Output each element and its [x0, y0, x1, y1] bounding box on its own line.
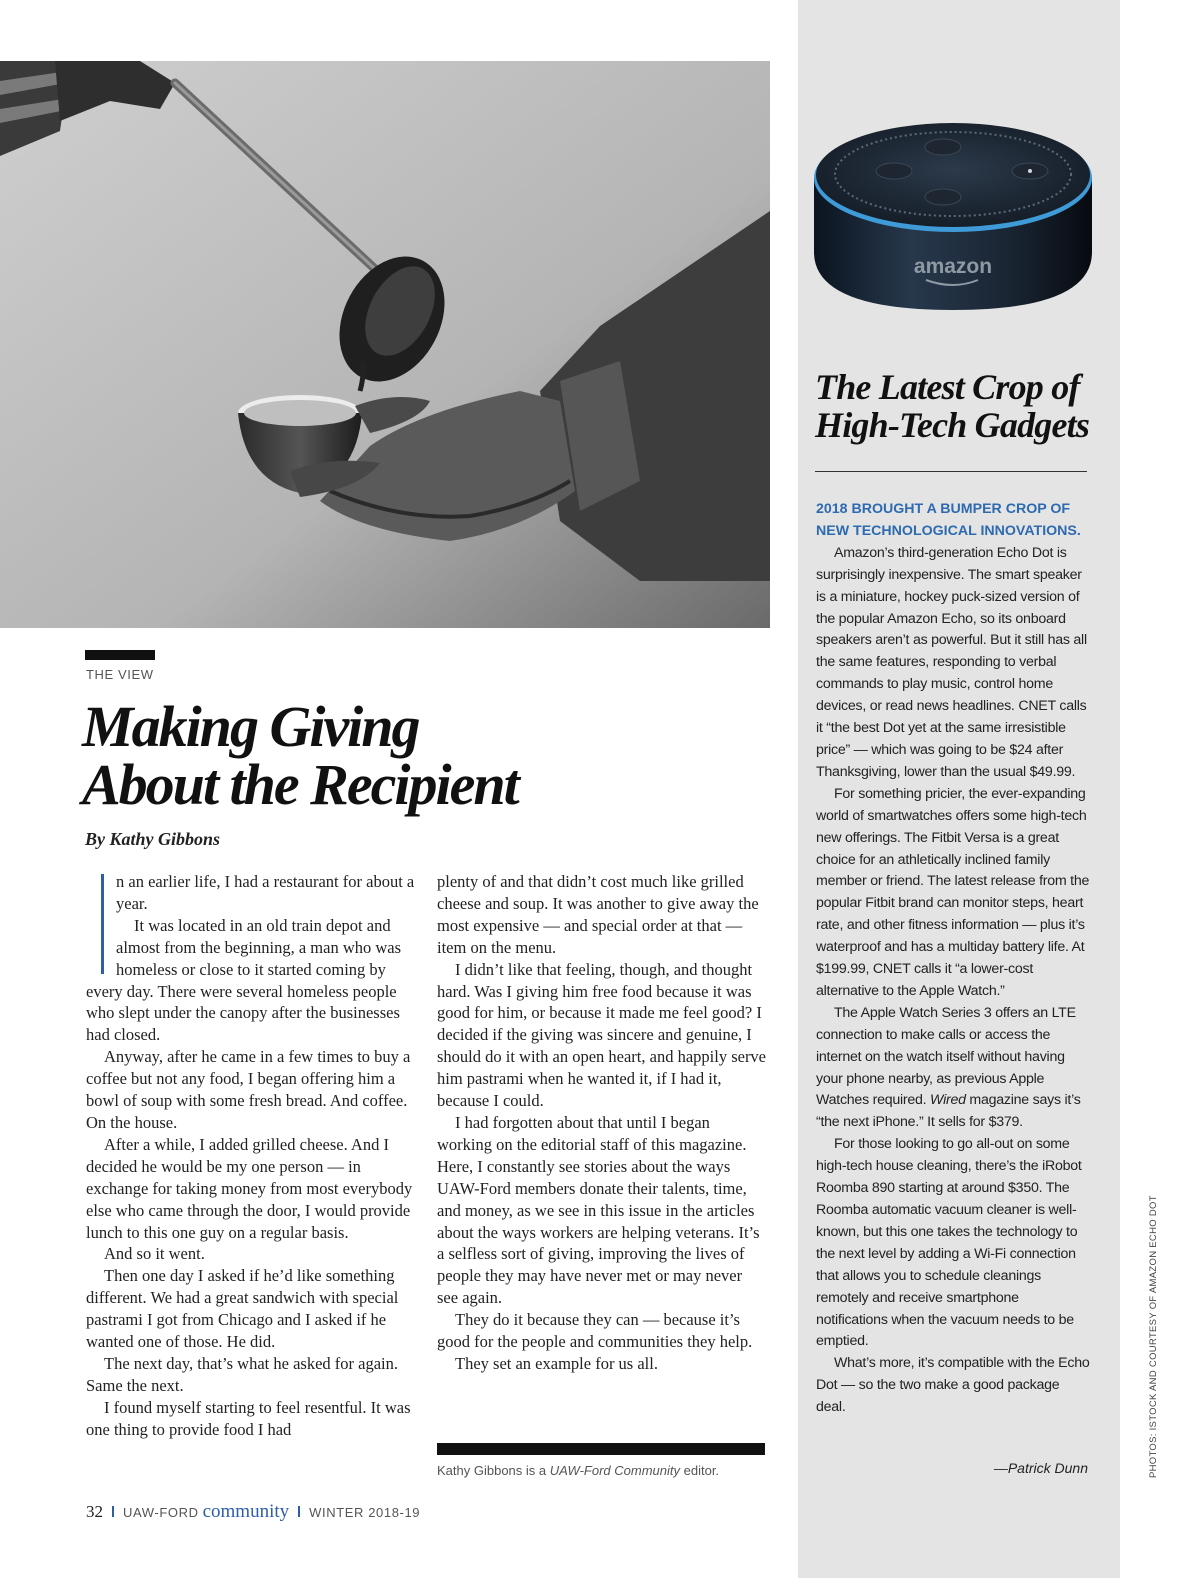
byline: By Kathy Gibbons	[85, 829, 221, 849]
end-rule	[437, 1443, 765, 1455]
paragraph: Then one day I asked if he’d like something different. We had a great sandwich with special pastrami I got from Chicago and I asked if he wanted one of those. He did.	[86, 1266, 399, 1352]
soup-ladle-hands-illustration	[0, 61, 770, 628]
paragraph: I had forgotten about that until I began working on the editorial staff of this magazine. Here, I constantly see stories about the ways UAW-Ford members donate their talents, time, and money, as we see in this issue in the articles about the ways workers are helping veterans. It’s a selfless sort of giving, improving the lives of people they may have never met or may never see again.	[437, 1112, 760, 1308]
issue-date: WINTER 2018-19	[309, 1505, 421, 1520]
paragraph: They do it because they can — because it’s good for the people and communities they help.	[437, 1310, 753, 1352]
sidebar-paragraph: For those looking to go all-out on some high-tech house cleaning, there’s the iRobot Roomba 890 starting at around $350. The Roomba automatic vacuum cleaner is well-known, but this one takes the technology to the next level by adding a Wi-Fi connection that allows you to schedule cleanings remotely and receive smartphone notifications when the vacuum needs to be emptied.	[816, 1136, 1082, 1350]
sidebar-lead-line-2: NEW TECHNOLOGICAL INNOVATIONS.	[816, 522, 1081, 539]
paragraph: It was located in an old train depot and almost from the beginning, a man who was homeless or close to it started coming by every day. There were several homeless people who slept under the canopy after the businesses had closed.	[86, 915, 402, 1045]
section-kicker: THE VIEW	[86, 667, 154, 682]
sidebar-title-line-2: High-Tech Gadgets	[815, 405, 1090, 445]
sidebar-magazine-name: Wired	[930, 1092, 966, 1109]
sidebar-divider	[815, 471, 1087, 472]
section-bar	[85, 650, 155, 660]
paragraph: I found myself starting to feel resentful. It was one thing to provide food I had	[86, 1397, 411, 1439]
echo-dot-photo	[810, 120, 1096, 315]
bio-text-end: editor.	[680, 1463, 720, 1478]
paragraph: They set an example for us all.	[455, 1353, 658, 1373]
photo-credit: PHOTOS: ISTOCK AND COURTESY OF AMAZON ECHO DOT	[1148, 1195, 1159, 1478]
paragraph: And so it went.	[104, 1244, 205, 1264]
paragraph: Anyway, after he came in a few times to buy a coffee but not any food, I began offering him a bowl of soup with some fresh bread. And coffee. On the house.	[86, 1047, 411, 1132]
sidebar-signature: —Patrick Dunn	[993, 1460, 1088, 1476]
headline-line-2: About the Recipient	[82, 752, 518, 817]
hero-photo	[0, 61, 770, 628]
headline-line-1: Making Giving	[82, 694, 419, 759]
article-headline	[82, 694, 702, 817]
paragraph: I didn’t like that feeling, though, and thought hard. Was I giving him free food because it was good for him, or because it made me feel good? I decided if the giving was sincere and genuine, I should do it with an open heart, and happily serve him pastrami when he wanted it, if I had it, because I could.	[437, 959, 767, 1111]
article-column-1	[86, 871, 416, 1441]
author-bio	[437, 1463, 767, 1478]
sidebar-lead-line-1: 2018 BROUGHT A BUMPER CROP OF	[816, 501, 1071, 517]
sidebar-paragraph: What’s more, it’s compatible with the Echo Dot — so the two make a good package deal.	[816, 1355, 1090, 1416]
echo-dot-speaker-icon	[810, 120, 1096, 315]
paragraph: n an earlier life, I had a restaurant for about a year.	[116, 872, 415, 913]
page-footer	[86, 1501, 420, 1523]
footer-separator	[112, 1506, 114, 1517]
sidebar-text: The Apple Watch Series 3 offers an LTE connection to make calls or access the internet on the watch itself without having your phone nearby, as previous Apple Watches required.	[816, 1004, 1076, 1109]
page-number: 32	[86, 1502, 103, 1521]
paragraph: After a while, I added grilled cheese. And I decided he would be my one person — in exchange for taking money from most everybody else who came through the door, I would provide lunch to this one guy on a regular basis.	[86, 1134, 413, 1242]
publication-name	[123, 1501, 289, 1523]
sidebar-text: magazine says it’s “the next iPhone.” It sells for $379.	[816, 1092, 1081, 1131]
bio-publication: UAW-Ford Community	[549, 1463, 681, 1478]
sidebar-title-line-1: The Latest Crop of	[815, 367, 1080, 407]
sidebar-lead	[816, 499, 1092, 543]
footer-separator	[298, 1506, 300, 1517]
sidebar-paragraph: Amazon’s third-generation Echo Dot is surprisingly inexpensive. The smart speaker is a miniature, hockey puck-sized version of the popular Amazon Echo, so its onboard speakers aren’t as powerful. But it still has all the same features, responding to verbal commands to play music, control home devices, or read news headlines. CNET calls it “the best Dot yet at the same irresistible price” — which was going to be $24 after Thanksgiving, lower than the usual $49.99.	[816, 544, 1087, 780]
article-column-2	[437, 871, 767, 1375]
sidebar-body	[816, 499, 1092, 1419]
paragraph: plenty of and that didn’t cost much like grilled cheese and soup. It was another to give away the most expensive — and special order at that — item on the menu.	[437, 872, 759, 957]
publication-prefix: UAW-FORD	[123, 1505, 199, 1520]
publication-brand: community	[202, 1501, 290, 1522]
sidebar-paragraph	[816, 1003, 1092, 1134]
echo-logo-text: amazon	[913, 255, 993, 278]
sidebar-paragraph: For something pricier, the ever-expanding world of smartwatches offers some high-tech new offerings. The Fitbit Versa is a great choice for an athletically inclined family member or friend. The latest release from the popular Fitbit brand can monitor steps, heart rate, and other fitness information — plus it’s waterproof and has a multiday battery life. At $199.99, CNET calls it “a lower-cost alternative to the Apple Watch.”	[816, 785, 1090, 999]
sidebar-title	[815, 368, 1105, 444]
paragraph: The next day, that’s what he asked for again. Same the next.	[86, 1353, 398, 1395]
bio-text: Kathy Gibbons is a	[437, 1463, 550, 1478]
drop-cap	[101, 874, 104, 974]
